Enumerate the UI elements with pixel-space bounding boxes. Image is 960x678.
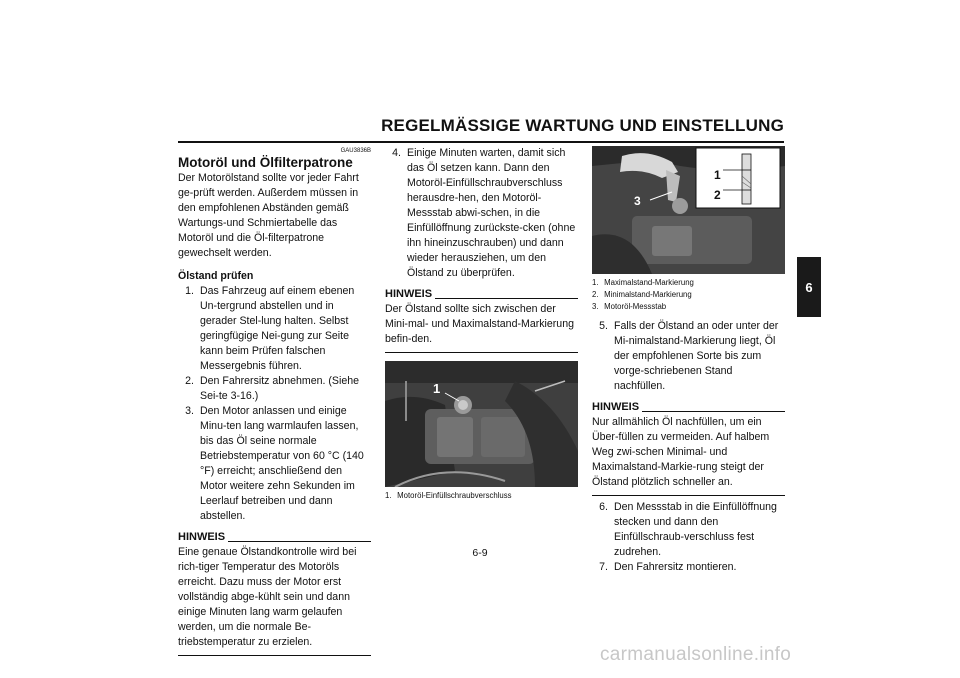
engine-photo-filler-cap bbox=[385, 361, 578, 487]
step-number: 2. bbox=[185, 375, 194, 387]
figure-callout-1: 1 bbox=[433, 381, 441, 396]
step-number: 6. bbox=[599, 501, 608, 513]
note-text: Der Ölstand sollte sich zwischen der Mini-mal- und Maximalstand-Markierung befin-den. bbox=[385, 303, 574, 345]
step-text: Den Motor anlassen und einige Minu-ten lang warmlaufen lassen, bis das Öl seine normale Betriebstemperatur von 60 °C (140 °F) erreicht; anschließend den Motor weitere zehn Sekunden im Leerlauf betreiben und dann abstellen. bbox=[200, 405, 364, 522]
intro-paragraph: Der Motorölstand sollte vor jeder Fahrt ge-prüft werden. Außerdem müssen in den empfohlenen Abständen gemäß Wartungs-und Schmiertabelle das Motoröl und die Öl-filterpatrone gewechselt werden. bbox=[178, 172, 359, 259]
chapter-tab bbox=[797, 257, 821, 317]
engine-photo-graphic bbox=[385, 361, 578, 487]
note-text: Eine genaue Ölstandkontrolle wird bei rich-tiger Temperatur des Motoröls erreicht. Dazu muss der Motor erst vollständig abge-kühlt sein und dann einige Minuten lang warm gelaufen werden, um die normale Be-triebstemperatur zu erzielen. bbox=[178, 546, 357, 648]
step-number: 7. bbox=[599, 561, 608, 573]
section-heading: Motoröl und Ölfilterpatrone bbox=[178, 155, 353, 170]
step-text: Den Messstab in die Einfüllöffnung stecken und dann den Einfüllschraub-verschluss fest zudrehen. bbox=[614, 501, 777, 558]
note-header bbox=[178, 530, 371, 545]
note-end-rule bbox=[385, 347, 578, 353]
dipstick-photo-graphic bbox=[592, 146, 785, 274]
step-number: 3. bbox=[185, 405, 194, 417]
figure-callout-2: 2 bbox=[714, 188, 721, 202]
caption-item bbox=[592, 289, 785, 301]
note-end-rule bbox=[178, 650, 371, 656]
note-label: HINWEIS bbox=[385, 288, 433, 300]
step-item bbox=[592, 500, 785, 560]
caption-text: Minimalstand-Markierung bbox=[604, 290, 692, 299]
step-item bbox=[178, 404, 371, 524]
step-text: Einige Minuten warten, damit sich das Öl setzen kann. Dann den Motoröl-Einfüllschraubverschluss herausdre-hen, den Motoröl-Messstab abwi-schen, in die Einfüllöffnung zurückste-cken (ohne ihn hineinzuschrauben) und dann wieder herausziehen, um den Ölstand zu überprüfen. bbox=[407, 147, 576, 279]
figure-caption bbox=[592, 277, 785, 313]
subheading-oil-check: Ölstand prüfen bbox=[178, 270, 254, 282]
page-number: 6-9 bbox=[472, 547, 488, 559]
caption-text: Motoröl-Messstab bbox=[604, 302, 667, 311]
figure-callout-1: 1 bbox=[714, 168, 721, 182]
chapter-number: 6 bbox=[805, 279, 813, 295]
step-number: 4. bbox=[392, 147, 401, 159]
step-item bbox=[592, 319, 785, 394]
step-item bbox=[592, 560, 785, 575]
caption-item bbox=[592, 277, 785, 289]
step-number: 1. bbox=[185, 285, 194, 297]
note-text: Nur allmählich Öl nachfüllen, um ein Über-füllen zu vermeiden. Auf halbem Weg zwi-schen Minimal- und Maximalstand-Markie-rung steigt der Ölstand plötzlich schneller an. bbox=[592, 416, 770, 488]
step-text: Falls der Ölstand an oder unter der Mi-nimalstand-Markierung liegt, Öl der empfohlenen Sorte bis zum vorge-schriebenen Stand nachfüllen. bbox=[614, 320, 779, 392]
engine-photo-dipstick bbox=[592, 146, 785, 274]
watermark-link[interactable]: carmanualsonline.info bbox=[600, 644, 792, 665]
step-item bbox=[385, 146, 578, 281]
figure-caption bbox=[385, 490, 578, 502]
caption-item bbox=[385, 490, 578, 502]
caption-item bbox=[592, 301, 785, 313]
note-end-rule bbox=[592, 490, 785, 496]
step-number: 5. bbox=[599, 320, 608, 332]
page-header-title: REGELMÄSSIGE WARTUNG UND EINSTELLUNG bbox=[381, 116, 784, 135]
note-header bbox=[385, 287, 578, 302]
caption-text: Maximalstand-Markierung bbox=[604, 278, 694, 287]
header-rule bbox=[178, 141, 784, 143]
step-text: Das Fahrzeug auf einem ebenen Un-tergrund abstellen und in gerader Stel-lung halten. Selbst geringfügige Nei-gung zur Seite kann beim Prüfen falschen Messergebnis führen. bbox=[200, 285, 355, 372]
caption-number: 2. bbox=[592, 290, 599, 299]
figure-callout-3: 3 bbox=[634, 194, 641, 208]
caption-number: 3. bbox=[592, 302, 599, 311]
section-code: GAU3836B bbox=[340, 148, 371, 154]
caption-number: 1. bbox=[592, 278, 599, 287]
column-left bbox=[178, 146, 371, 660]
note-header bbox=[592, 400, 785, 415]
step-text: Den Fahrersitz abnehmen. (Siehe Sei-te 3-16.) bbox=[200, 375, 359, 402]
step-text: Den Fahrersitz montieren. bbox=[614, 561, 737, 573]
note-label: HINWEIS bbox=[178, 531, 226, 543]
caption-text: Motoröl-Einfüllschraubverschluss bbox=[397, 491, 512, 500]
column-middle bbox=[385, 146, 578, 502]
step-item bbox=[178, 374, 371, 404]
step-item bbox=[178, 284, 371, 374]
caption-number: 1. bbox=[385, 491, 392, 500]
note-label: HINWEIS bbox=[592, 401, 640, 413]
column-right bbox=[592, 146, 785, 575]
